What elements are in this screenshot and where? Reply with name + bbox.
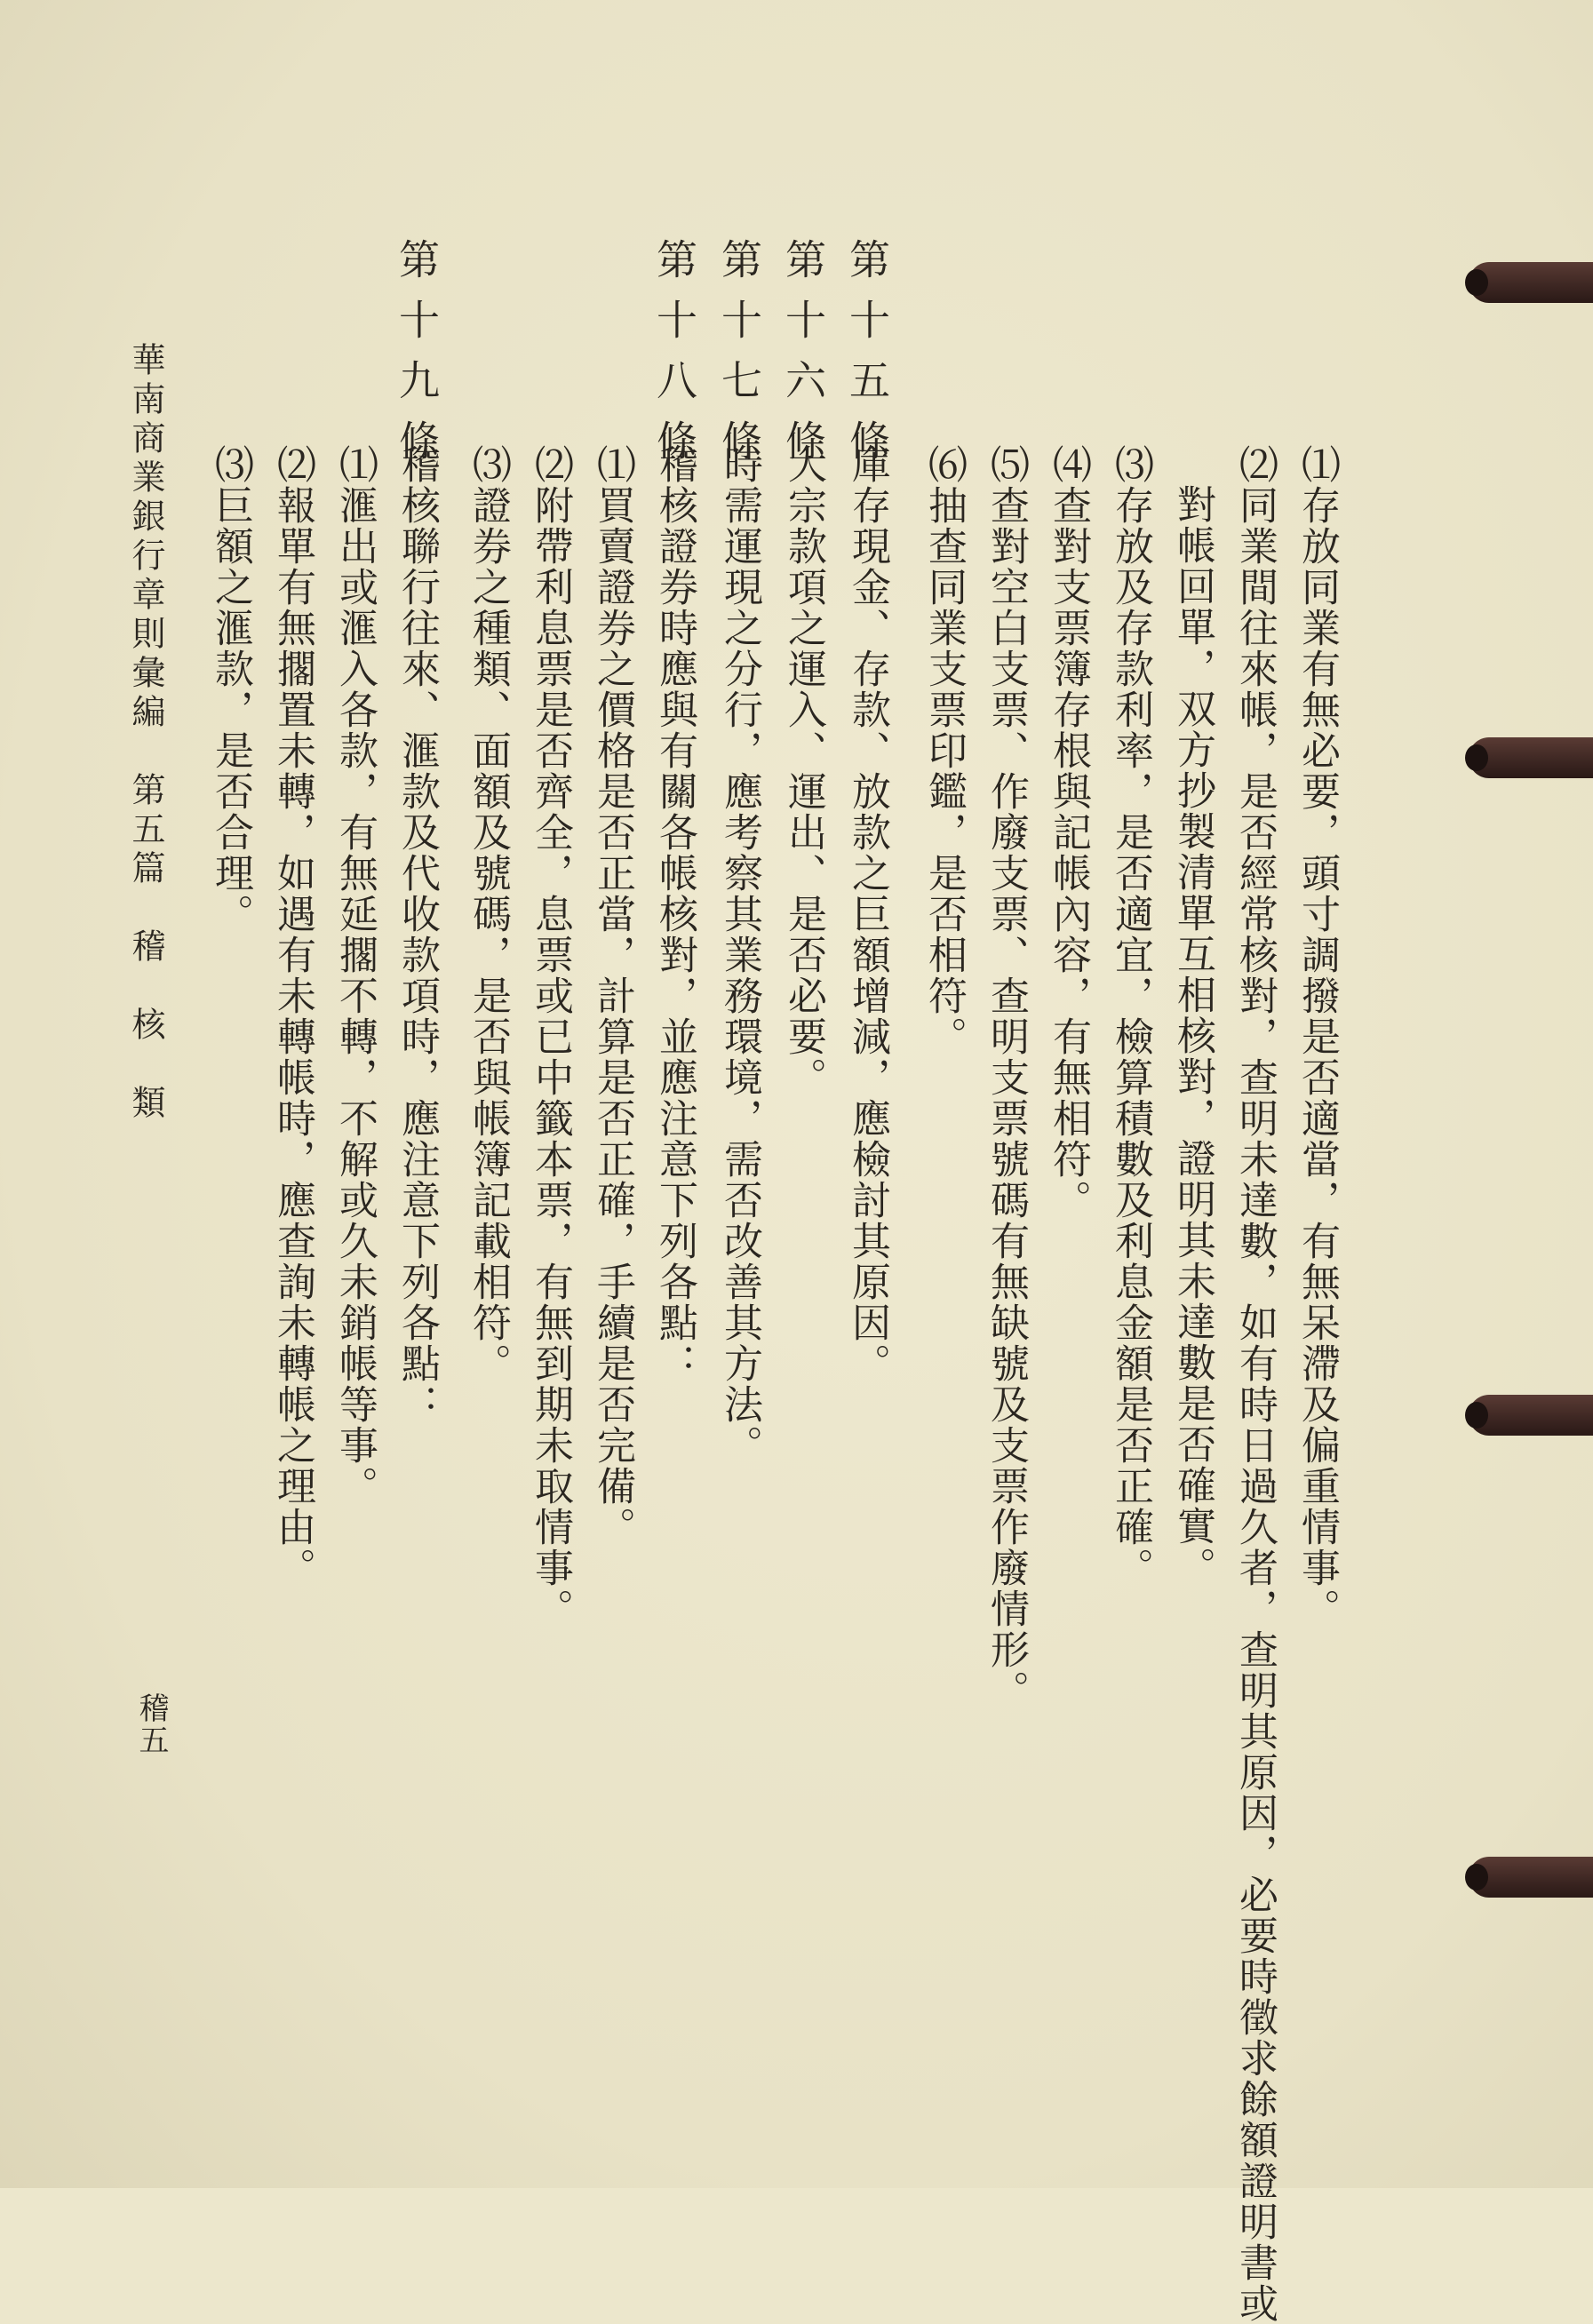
article-text: 庫存現金、存款、放款之巨額增減，應檢討其原因。 <box>845 444 890 1384</box>
binding-knot <box>1469 1857 1593 1898</box>
running-header: 華南商業銀行章則彙編 第五篇 稽 核 類 <box>126 342 165 1124</box>
list-item: ⑵同業間往來帳，是否經常核對，查明未達數，如有時日過久者，查明其原因，必要時徵求餘額證明書或 <box>1232 444 1278 2324</box>
binding-knot <box>1469 1395 1593 1436</box>
article-heading: 第十五條 <box>843 238 891 480</box>
article-heading: 第十六條 <box>779 238 827 480</box>
article-heading: 第十七條 <box>715 238 763 480</box>
article-heading: 第十八條 <box>650 238 698 480</box>
list-item: ⑴滙出或滙入各款，有無延擱不轉，不解或久未銷帳等事。 <box>332 444 378 1507</box>
binding-knot <box>1469 737 1593 778</box>
list-item: ⑷查對支票簿存根與記帳內容，有無相符。 <box>1046 444 1091 1221</box>
list-item: ⑴買賣證券之價格是否正當，計算是否正確，手續是否完備。 <box>590 444 635 1548</box>
article-text: 稽核聯行往來、滙款及代收款項時，應注意下列各點： <box>394 444 440 1425</box>
page-number: 稽五 <box>133 1692 169 1756</box>
article-text: 時需運現之分行，應考察其業務環境，需否改善其方法。 <box>717 444 762 1466</box>
list-item: ⑵報單有無擱置未轉，如遇有未轉帳時，應查詢未轉帳之理由。 <box>270 444 315 1588</box>
list-item: ⑶巨額之滙款，是否合理。 <box>208 444 253 935</box>
list-item: ⑹抽查同業支票印鑑，是否相符。 <box>921 444 967 1057</box>
article-heading: 第十九條 <box>393 238 441 480</box>
binding-knot <box>1469 262 1593 303</box>
article-text: 大宗款項之運入、運出、是否必要。 <box>781 444 826 1098</box>
list-item: ⑶存放及存款利率，是否適宜，檢算積數及利息金額是否正確。 <box>1108 444 1153 1588</box>
list-item: ⑴存放同業有無必要，頭寸調撥是否適當，有無呆滯及偏重情事。 <box>1294 444 1340 1629</box>
article-text: 稽核證券時應與有關各帳核對，並應注意下列各點： <box>652 444 697 1384</box>
list-item: ⑸查對空白支票、作廢支票、查明支票號碼有無缺號及支票作廢情形。 <box>984 444 1029 1711</box>
list-item-continuation: 對帳回單，双方抄製清單互相核對，證明其未達數是否確實。 <box>1170 484 1215 1588</box>
list-item: ⑶證券之種類、面額及號碼，是否與帳簿記載相符。 <box>466 444 511 1384</box>
list-item: ⑵附帶利息票是否齊全，息票或已中籤本票，有無到期未取情事。 <box>528 444 573 1629</box>
